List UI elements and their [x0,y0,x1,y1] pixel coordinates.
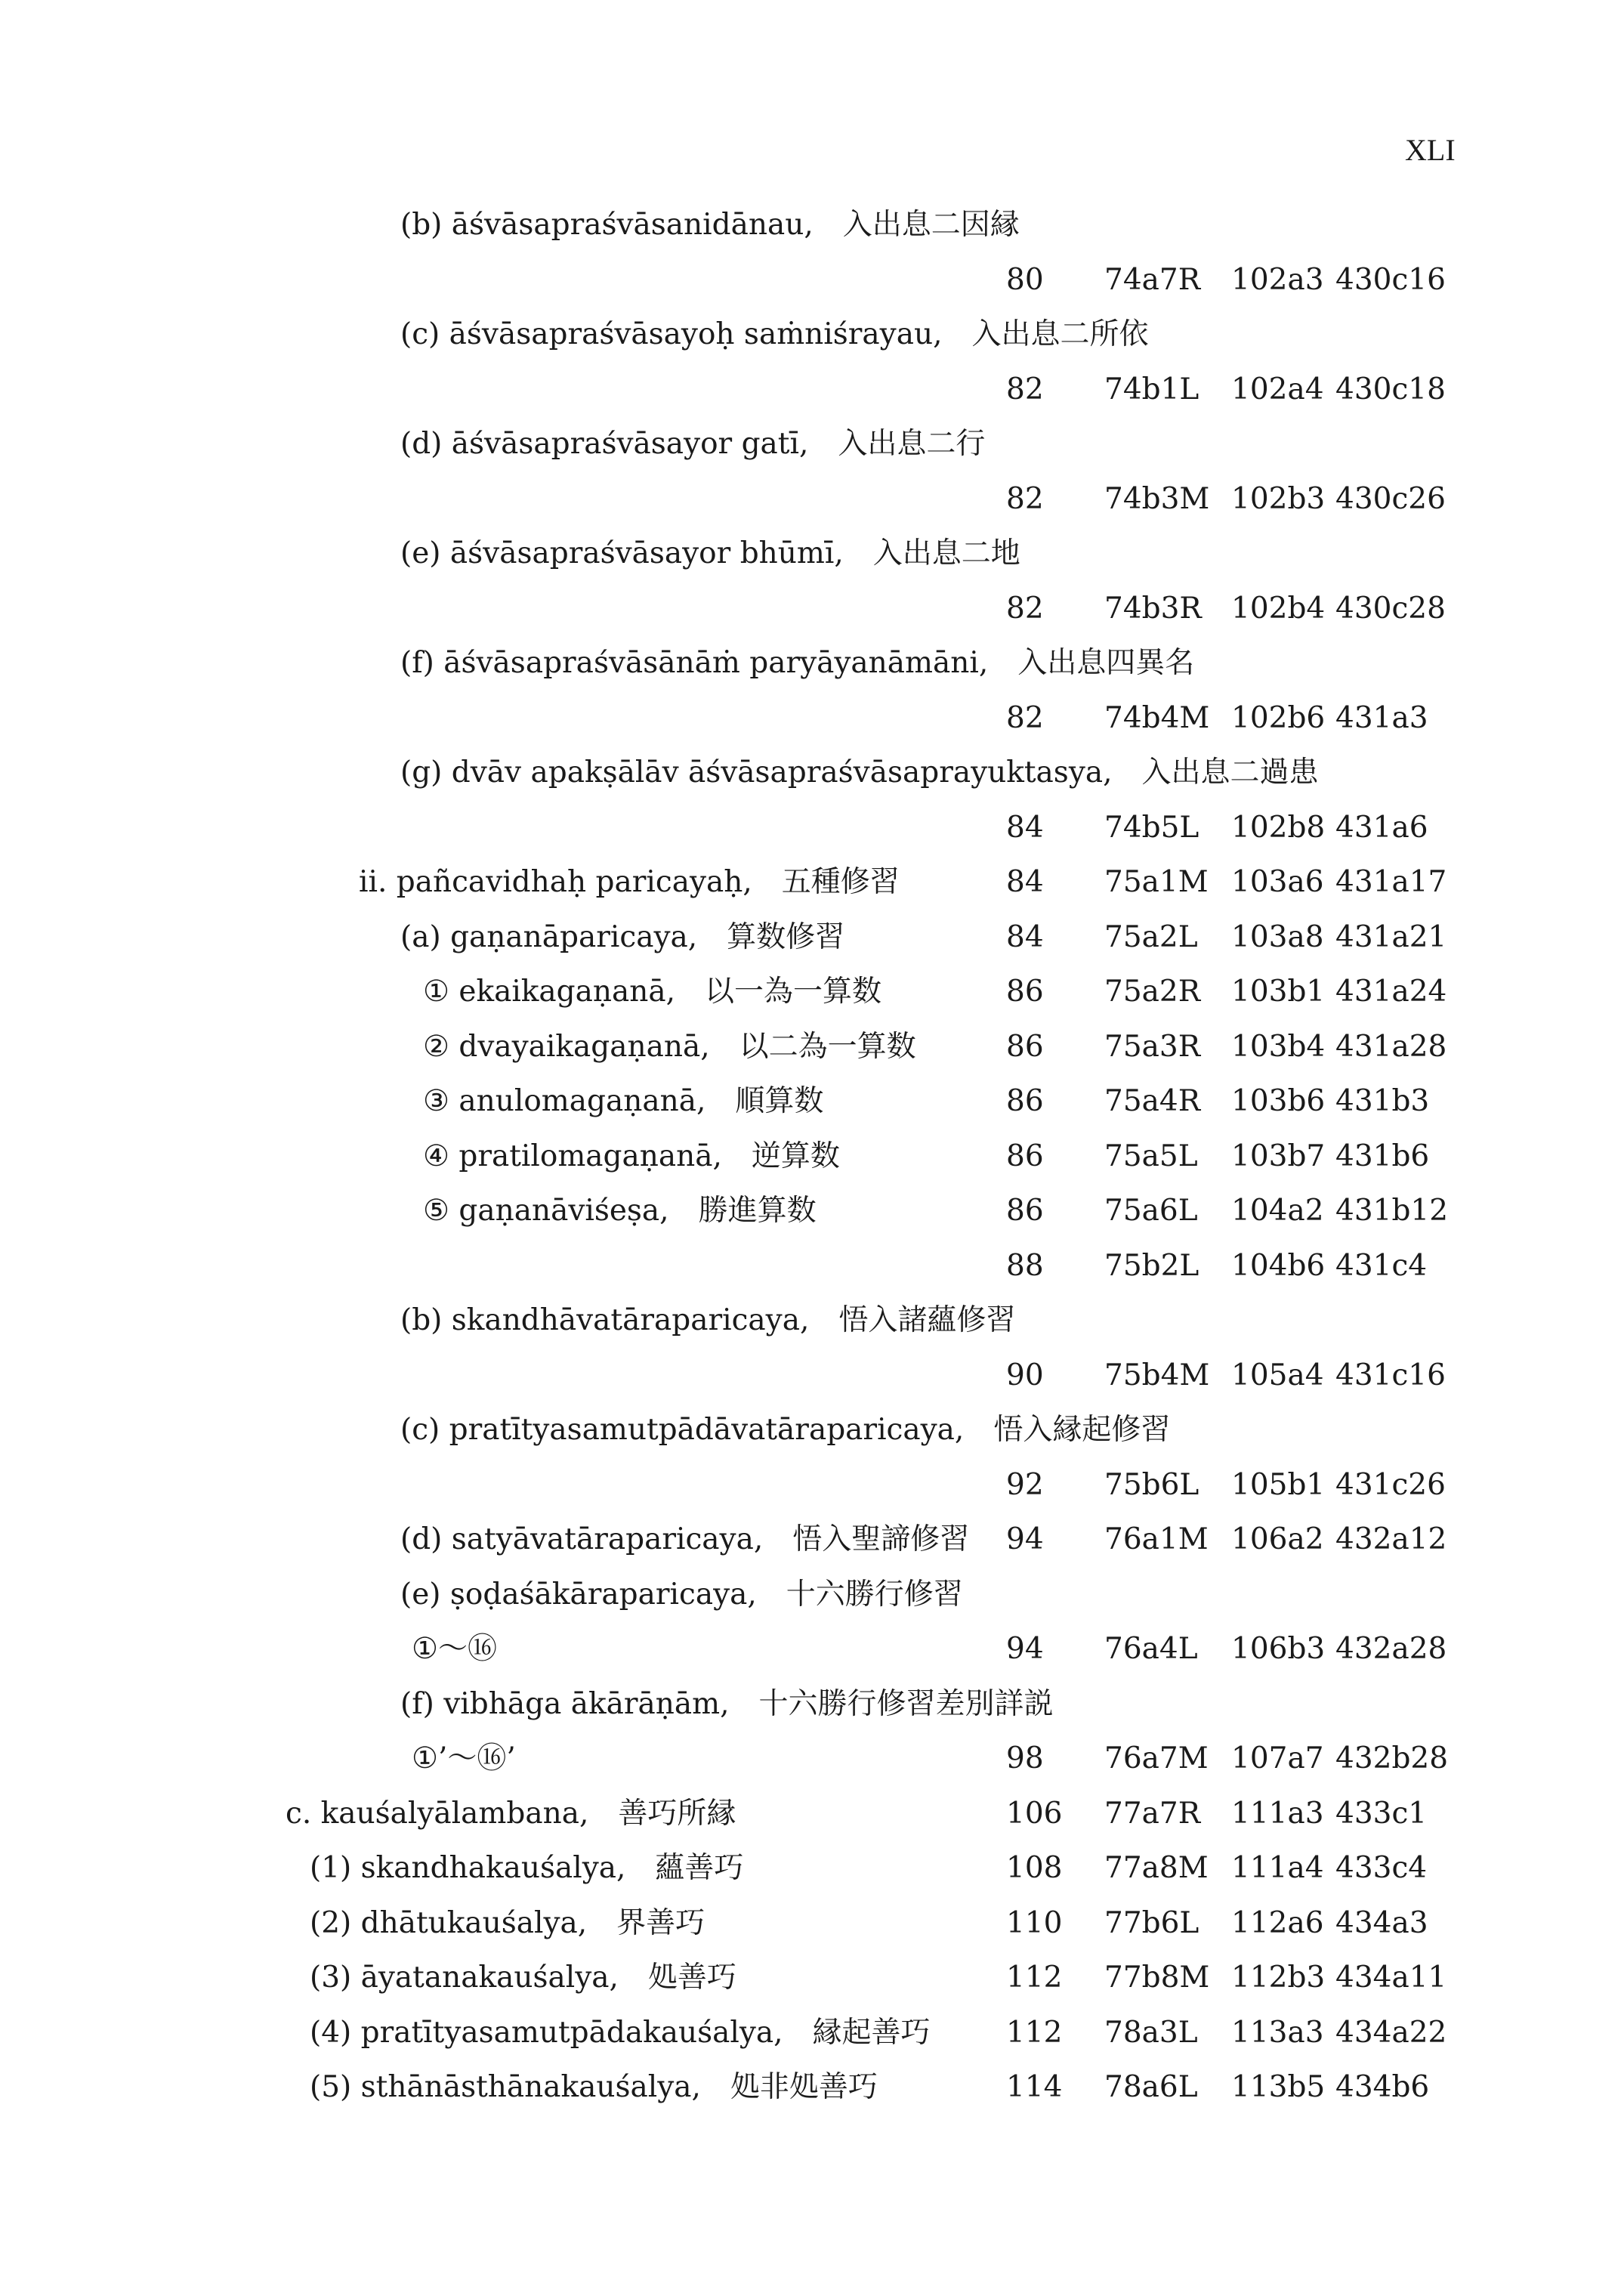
col-ref-a: 104b6 [1231,1248,1326,1283]
col-ref-b: 431a21 [1335,919,1447,954]
toc-entry-label: (a) gaṇanāparicaya, 算数修習 [400,919,845,954]
folio-ref: 75b4M [1104,1358,1210,1392]
col-ref-b: 430c26 [1335,481,1446,516]
page-ref: 86 [1006,975,1044,1009]
folio-ref: 75a5L [1104,1139,1198,1173]
toc-entry-label: ①～⑯ [412,1632,497,1666]
col-ref-a: 102b8 [1231,810,1326,845]
col-ref-b: 431a17 [1335,865,1447,899]
toc-entry-label: (4) pratītyasamutpādakauśalya, 縁起善巧 [310,2015,931,2050]
col-ref-b: 431a3 [1335,700,1428,735]
toc-row [0,1572,1624,1618]
folio-ref: 77b8M [1104,1961,1210,1995]
col-ref-a: 113b5 [1231,2070,1326,2104]
page-number: XLI [1405,133,1456,167]
col-ref-a: 103b1 [1231,975,1326,1009]
toc-row [0,1298,1624,1343]
toc-entry-label: ① ekaikagaṇanā, 以一為一算数 [423,975,882,1009]
col-ref-a: 111a3 [1231,1796,1324,1831]
col-ref-a: 102b6 [1231,700,1326,735]
folio-ref: 75a4R [1104,1084,1201,1118]
folio-ref: 76a7M [1104,1741,1209,1775]
page-ref: 82 [1006,372,1044,406]
folio-ref: 77a8M [1104,1851,1209,1885]
toc-entry-label: (f) āśvāsapraśvāsānāṁ paryāyanāmāni, 入出息四異名 [400,646,1195,680]
page-ref: 98 [1006,1741,1044,1775]
folio-ref: 75a6L [1104,1194,1198,1228]
toc-entry-label: ④ pratilomagaṇanā, 逆算数 [423,1139,840,1173]
page-ref: 84 [1006,919,1044,954]
col-ref-a: 111a4 [1231,1851,1324,1885]
col-ref-b: 431b12 [1335,1194,1449,1228]
toc-row [0,477,1624,522]
toc-row [0,1244,1624,1289]
toc-row [0,202,1624,248]
toc-row [0,1791,1624,1837]
page-ref: 82 [1006,591,1044,626]
folio-ref: 75a2R [1104,975,1201,1009]
folio-ref: 75a3R [1104,1029,1201,1064]
page-ref: 108 [1006,1851,1063,1885]
toc-row [0,312,1624,357]
folio-ref: 75a2L [1104,919,1198,954]
col-ref-b: 431a24 [1335,975,1447,1009]
col-ref-b: 431a28 [1335,1029,1447,1064]
toc-row [0,367,1624,413]
folio-ref: 74b3R [1104,591,1202,626]
col-ref-b: 431b3 [1335,1084,1430,1118]
folio-ref: 74b4M [1104,700,1210,735]
folio-ref: 75b2L [1104,1248,1199,1283]
col-ref-a: 103b6 [1231,1084,1326,1118]
col-ref-b: 432a28 [1335,1632,1447,1666]
toc-row [0,860,1624,905]
col-ref-b: 431b6 [1335,1139,1430,1173]
toc-row [0,1353,1624,1398]
toc-entry-label: (g) dvāv apakṣālāv āśvāsapraśvāsaprayuktasya, 入出息二過患 [400,756,1319,790]
page-ref: 80 [1006,262,1044,297]
col-ref-b: 434a11 [1335,1961,1447,1995]
toc-entry-label: (b) skandhāvatāraparicaya, 悟入諸蘊修習 [400,1303,1016,1337]
toc-row [0,1134,1624,1179]
toc-row [0,641,1624,686]
col-ref-b: 434a3 [1335,1905,1428,1940]
toc-entry-label: (2) dhātukauśalya, 界善巧 [310,1905,705,1940]
toc-row [0,1024,1624,1070]
col-ref-b: 430c16 [1335,262,1446,297]
page-ref: 82 [1006,700,1044,735]
toc-row [0,258,1624,303]
col-ref-b: 432a12 [1335,1522,1447,1556]
toc-row [0,915,1624,960]
col-ref-b: 434a22 [1335,2015,1447,2050]
folio-ref: 78a3L [1104,2015,1198,2050]
page-ref: 94 [1006,1632,1044,1666]
toc-entry-label: (5) sthānāsthānakauśalya, 処非処善巧 [310,2070,878,2104]
page-ref: 112 [1006,2015,1063,2050]
col-ref-b: 431c16 [1335,1358,1446,1392]
toc-entry-label: ③ anulomagaṇanā, 順算数 [423,1084,824,1118]
toc-row [0,2065,1624,2110]
toc-row [0,422,1624,467]
folio-ref: 76a4L [1104,1632,1198,1666]
col-ref-a: 106a2 [1231,1522,1324,1556]
toc-entry-label: (1) skandhakauśalya, 蘊善巧 [310,1851,744,1885]
page-ref: 90 [1006,1358,1044,1392]
toc-row [0,696,1624,741]
page-ref: 82 [1006,481,1044,516]
col-ref-b: 432b28 [1335,1741,1449,1775]
folio-ref: 74b5L [1104,810,1199,845]
toc-entry-label: ii. pañcavidhaḥ paricayaḥ, 五種修習 [359,865,900,899]
folio-ref: 74b3M [1104,481,1210,516]
col-ref-a: 112b3 [1231,1961,1326,1995]
col-ref-a: 102b4 [1231,591,1326,626]
folio-ref: 77b6L [1104,1905,1199,1940]
col-ref-b: 434b6 [1335,2070,1430,2104]
toc-entry-label: (d) satyāvatāraparicaya, 悟入聖諦修習 [400,1522,970,1556]
toc-row [0,531,1624,576]
toc-row [0,1408,1624,1453]
toc-entry-label: (d) āśvāsapraśvāsayor gatī, 入出息二行 [400,427,986,461]
page-ref: 84 [1006,810,1044,845]
toc-row [0,1682,1624,1727]
page-ref: 94 [1006,1522,1044,1556]
page-ref: 110 [1006,1905,1063,1940]
col-ref-a: 103b4 [1231,1029,1326,1064]
toc-entry-label: (c) pratītyasamutpādāvatāraparicaya, 悟入縁起修習 [400,1413,1171,1447]
toc-row [0,1736,1624,1781]
toc-entry-label: ①’～⑯’ [412,1741,516,1775]
page-ref: 84 [1006,865,1044,899]
col-ref-a: 112a6 [1231,1905,1324,1940]
toc-entry-label: (c) āśvāsapraśvāsayoḥ saṁniśrayau, 入出息二所依 [400,317,1149,351]
toc-entry-label: c. kauśalyālambana, 善巧所縁 [286,1796,736,1831]
col-ref-a: 104a2 [1231,1194,1324,1228]
toc-row [0,586,1624,632]
toc-entry-label: (e) ṣoḍaśākāraparicaya, 十六勝行修習 [400,1577,963,1612]
toc-entry-label: ② dvayaikagaṇanā, 以二為一算数 [423,1029,916,1064]
col-ref-a: 102a3 [1231,262,1324,297]
col-ref-a: 106b3 [1231,1632,1326,1666]
toc-entry-label: (f) vibhāga ākārāṇām, 十六勝行修習差別詳説 [400,1686,1054,1721]
page-ref: 88 [1006,1248,1044,1283]
folio-ref: 75b6L [1104,1467,1199,1502]
col-ref-a: 103b7 [1231,1139,1326,1173]
col-ref-b: 431a6 [1335,810,1428,845]
toc-row [0,1463,1624,1508]
col-ref-a: 102b3 [1231,481,1326,516]
col-ref-a: 107a7 [1231,1741,1324,1775]
col-ref-a: 103a6 [1231,865,1324,899]
page-ref: 92 [1006,1467,1044,1502]
col-ref-b: 430c28 [1335,591,1446,626]
page-ref: 86 [1006,1029,1044,1064]
folio-ref: 74b1L [1104,372,1199,406]
page-ref: 106 [1006,1796,1063,1831]
toc-row [0,2010,1624,2056]
folio-ref: 75a1M [1104,865,1209,899]
toc-row [0,1627,1624,1672]
col-ref-a: 113a3 [1231,2015,1324,2050]
page-ref: 112 [1006,1961,1063,1995]
col-ref-b: 431c4 [1335,1248,1428,1283]
page-ref: 86 [1006,1139,1044,1173]
toc-entry-label: (3) āyatanakauśalya, 処善巧 [310,1961,736,1995]
page-ref: 86 [1006,1194,1044,1228]
col-ref-a: 103a8 [1231,919,1324,954]
toc-row [0,1079,1624,1124]
toc-row [0,1955,1624,2001]
toc-entry-label: (b) āśvāsapraśvāsanidānau, 入出息二因縁 [400,208,1020,242]
toc-row [0,805,1624,851]
col-ref-b: 430c18 [1335,372,1446,406]
folio-ref: 74a7R [1104,262,1201,297]
col-ref-b: 433c1 [1335,1796,1428,1831]
col-ref-a: 105a4 [1231,1358,1324,1392]
page-ref: 86 [1006,1084,1044,1118]
col-ref-a: 102a4 [1231,372,1324,406]
toc-row [0,1901,1624,1946]
col-ref-b: 431c26 [1335,1467,1446,1502]
col-ref-b: 433c4 [1335,1851,1428,1885]
toc-row [0,1188,1624,1234]
toc-entry-label: (e) āśvāsapraśvāsayor bhūmī, 入出息二地 [400,536,1020,570]
folio-ref: 78a6L [1104,2070,1198,2104]
toc-entry-label: ⑤ gaṇanāviśeṣa, 勝進算数 [423,1194,817,1228]
page-ref: 114 [1006,2070,1063,2104]
toc-row [0,969,1624,1015]
toc-row [0,1517,1624,1562]
folio-ref: 76a1M [1104,1522,1209,1556]
toc-row [0,750,1624,796]
folio-ref: 77a7R [1104,1796,1201,1831]
col-ref-a: 105b1 [1231,1467,1326,1502]
toc-row [0,1846,1624,1891]
